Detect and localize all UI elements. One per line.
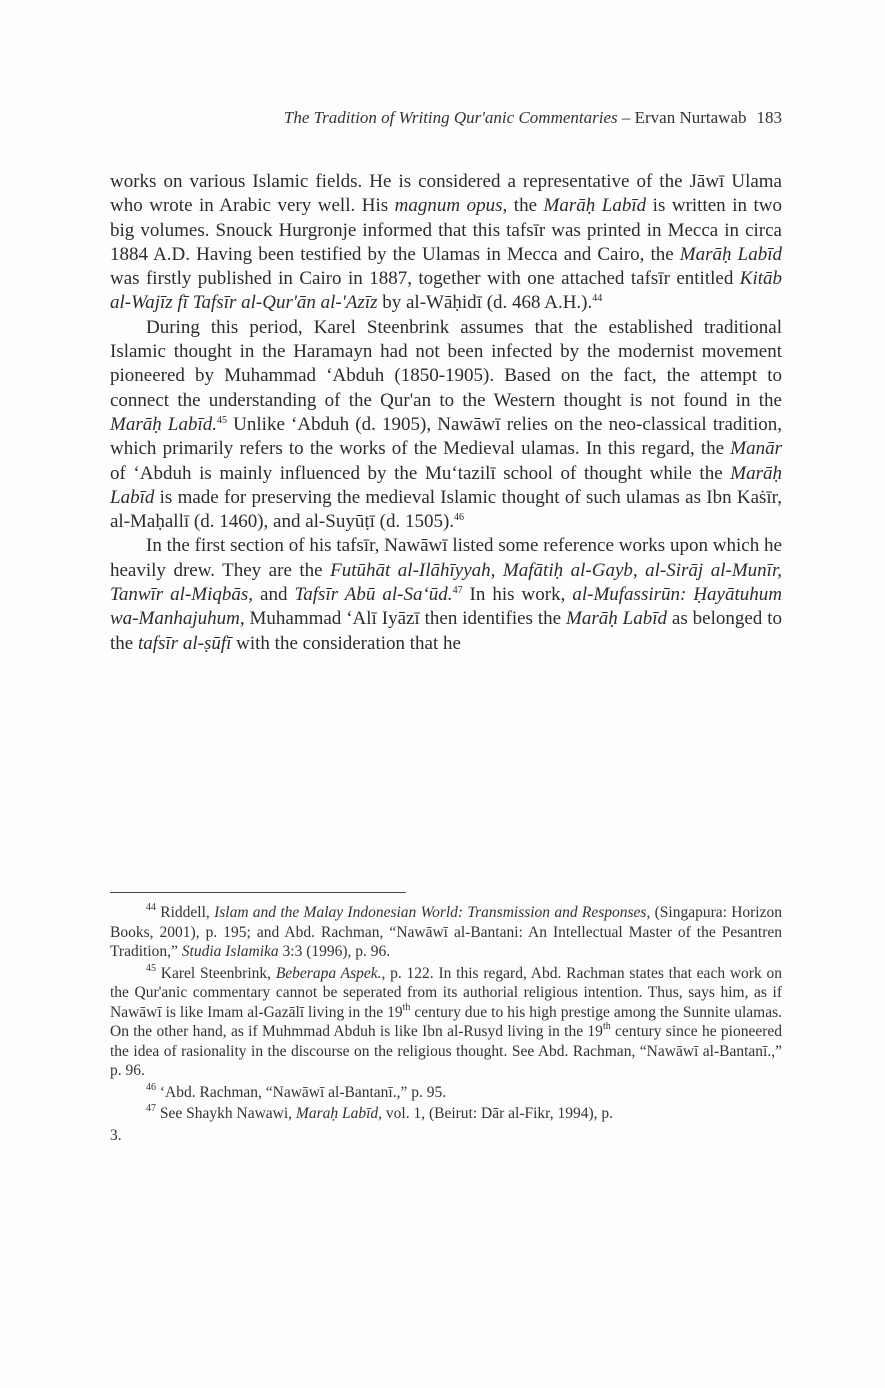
italic-run: Beberapa Aspek. [275,964,382,982]
text-run: 3. [110,1126,122,1144]
footnote-44 [110,903,782,962]
italic-run: Marāḥ Labīd [110,462,782,508]
italic-run: Marāḥ Labīd [566,608,667,630]
text-run: (Singapura: Horizon Books, 2001), p. 195; and Abd. Rachman, “Nawāwī al-Bantani: An Intellectual Master of the Pesantren Tradition,” [110,904,782,960]
footnote-47-continuation [110,1126,782,1146]
running-head-author: Ervan Nurtawab [634,108,747,127]
italic-run: Marāḥ Labīd [543,195,647,217]
text-run: See Shaykh Nawawi, [156,1105,296,1122]
running-head [110,108,782,128]
text-run: of ‘Abduh is mainly influenced by the Mu‘tazilī school of thought while the [110,462,731,484]
text-run: , p. 122. In this regard, Abd. Rachman states that each work on the Qur'anic commentary cannot be seperated from its authorial religious intention. Thus, says him, as if Nawāwī is like Imam al-Gazālī living in the 19 [110,964,782,1021]
text-run: century due to his high prestige among the Sunnite ulamas. On the other hand, as if Muhmmad Abduh is like Ibn al-Rusyd living in the 19 [110,1003,782,1040]
footnote-ref-46[interactable]: 46 [454,512,465,524]
italic-run: Maraḥ Labīd [295,1105,379,1122]
text-run: Karel Steenbrink, [156,964,276,982]
ordinal-suffix: th [602,1021,611,1032]
italic-run: Futūhāt al-Ilāhīyyah, Mafātiḥ al-Gayb, al-Sirāj al-Munīr, Tanwīr al-Miqbās, [110,559,782,606]
footnote-number: 47 [146,1103,156,1114]
italic-run: Tafsīr Abū al-Sa‘ūd. [294,584,453,606]
main-text [110,170,782,656]
footnote-45 [110,964,782,1081]
italic-run: Kitāb al-Wajīz fī Tafsīr al-Qur'ān al-'Azīz [110,268,782,314]
paragraph-3 [110,534,782,655]
text-run: Muhammad ‘Alī Iyāzī then identifies the [244,608,566,630]
italic-run: Marāḥ Labīd. [110,413,217,435]
text-run: , the [502,195,544,217]
running-head-separator: – [617,108,635,127]
text-run: was firstly published in Cairo in 1887, together with one attached tafsīr entitled [110,268,740,290]
italic-run: Islam and the Malay Indonesian World: Transmission and Responses, [214,904,651,921]
text-run: century since he pioneered the idea of rasionality in the discourse on the religious thought. See Abd. Rachman, “Nawāwī al-Bantanī.,” p. 96. [110,1023,783,1079]
italic-run: al-Mufassirūn: Ḥayātuhum wa-Manhajuhum, [110,584,782,630]
text-run: by al-Wāḥidī (d. 468 A.H.). [377,292,593,314]
footnote-divider [110,892,406,893]
page-number: 183 [756,108,782,127]
footnote-46 [110,1083,782,1103]
text-run: works on various Islamic fields. He is considered a representative of the Jāwī Ulama who wrote in Arabic very well. His [110,171,782,217]
text-run: with the consideration that he [231,632,461,654]
text-run: , vol. 1, (Beirut: Dār al-Fikr, 1994), p. [378,1105,614,1122]
footnote-number: 46 [146,1081,156,1093]
footnote-ref-45[interactable]: 45 [217,414,227,426]
footnote-number: 44 [146,902,156,913]
italic-run: magnum opus [394,195,503,217]
italic-run: Manār [730,438,782,460]
paragraph-2 [110,316,782,535]
italic-run: Marāḥ Labīd [679,243,782,265]
text-run: is made for preserving the medieval Islamic thought of such ulamas as Ibn Kaṡīr, al-Maḥallī (d. 1460), and al-Suyūṭī (d. 1505). [110,486,782,533]
text-run: ‘Abd. Rachman, “Nawāwī al-Bantanī.,” p. 95. [156,1083,447,1101]
text-run: is written in two big volumes. Snouck Hurgronje informed that this tafsīr was printed in Mecca in circa 1884 A.D. Having been testified by the Ulamas in Mecca and Cairo, the [110,195,782,265]
footnote-ref-44[interactable]: 44 [592,293,603,305]
text-run: In the first section of his tafsīr, Nawāwī listed some reference works upon which he heavily drew. They are the [110,535,782,581]
footnote-number: 45 [146,962,156,974]
text-run: In his work, [462,584,573,606]
ordinal-suffix: th [402,1001,411,1013]
footnote-ref-47[interactable]: 47 [452,585,463,597]
text-run: and [253,584,295,606]
text-run: Riddell, [156,904,215,921]
paragraph-1 [110,170,782,316]
italic-run: tafsīr al-ṣūfī [137,632,232,654]
text-run: as belonged to the [110,608,782,654]
text-run: 3:3 (1996), p. 96. [278,943,391,960]
running-head-title: The Tradition of Writing Qur'anic Commentaries [283,108,618,127]
text-run: Unlike ‘Abduh (d. 1905), Nawāwī relies on the neo-classical tradition, which primarily refers to the works of the Medieval ulamas. In this regard, the [110,413,782,460]
footnotes [110,903,782,1145]
italic-run: Studia Islamika [181,943,279,960]
footnote-47 [110,1104,782,1124]
text-run: During this period, Karel Steenbrink assumes that the established traditional Islamic thought in the Haramayn had not been infected by the modernist movement pioneered by Muhammad ‘Abduh (1850-1905). Based on the fact, the attempt to connect the understanding of the Qur'an to the Western thought is not found in the [110,316,782,411]
